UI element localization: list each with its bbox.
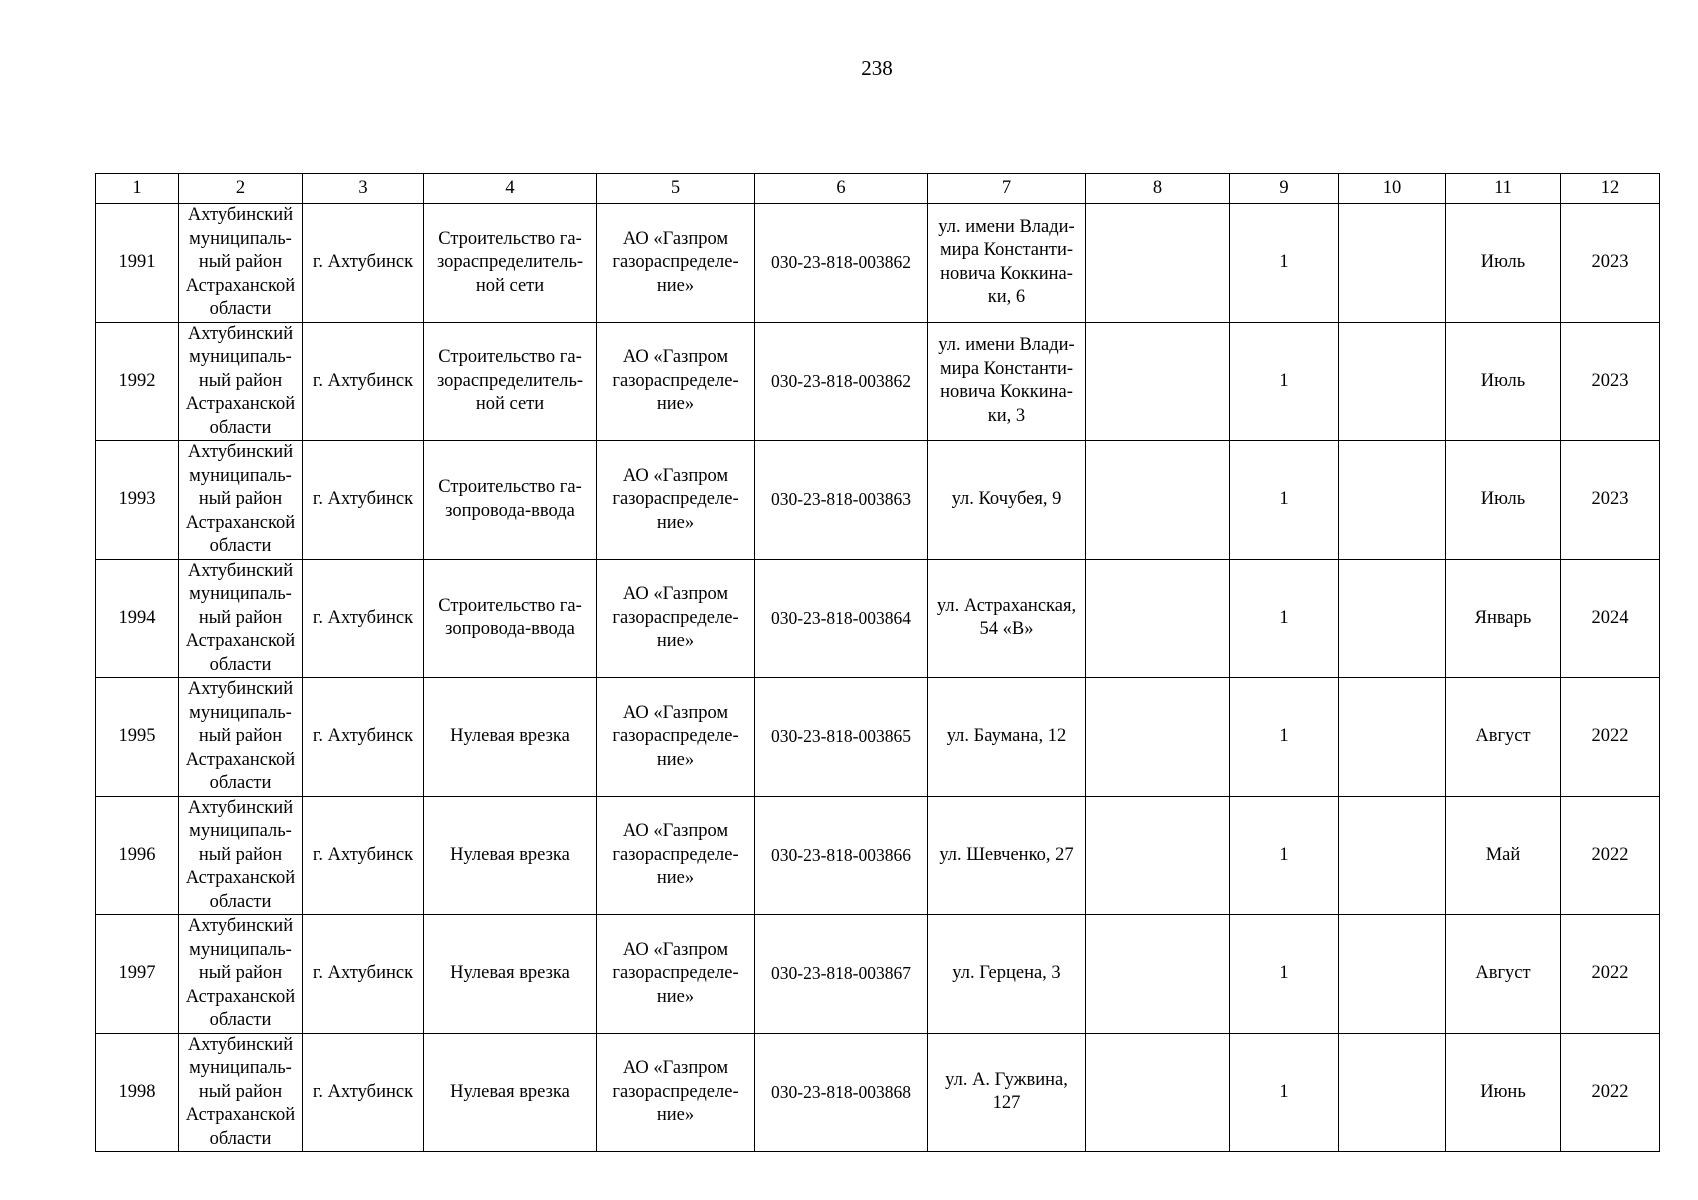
cell-year: 2022	[1561, 1033, 1660, 1152]
cell-city: г. Ахтубинск	[303, 204, 424, 323]
cell-col-10	[1339, 915, 1446, 1034]
column-header-6: 6	[755, 174, 928, 204]
cell-col-10	[1339, 441, 1446, 560]
cell-col-10	[1339, 204, 1446, 323]
cell-registry-code: 030-23-818-003862	[755, 322, 928, 441]
cell-col-10	[1339, 1033, 1446, 1152]
cell-col-8	[1086, 678, 1230, 797]
column-header-10: 10	[1339, 174, 1446, 204]
cell-registry-code: 030-23-818-003865	[755, 678, 928, 797]
cell-city: г. Ахтубинск	[303, 441, 424, 560]
table-header	[96, 174, 1660, 204]
column-header-4: 4	[424, 174, 597, 204]
cell-count: 1	[1230, 204, 1339, 323]
data-table	[95, 173, 1660, 1152]
page-number: 238	[861, 56, 893, 80]
cell-col-8	[1086, 204, 1230, 323]
cell-registry-code: 030-23-818-003862	[755, 204, 928, 323]
cell-year: 2023	[1561, 441, 1660, 560]
cell-number: 1991	[96, 204, 179, 323]
cell-number: 1994	[96, 559, 179, 678]
cell-registry-code: 030-23-818-003868	[755, 1033, 928, 1152]
column-header-11: 11	[1446, 174, 1561, 204]
cell-address: ул. А. Гужвина, 127	[928, 1033, 1086, 1152]
cell-month: Июль	[1446, 322, 1561, 441]
table-row	[96, 204, 1660, 323]
cell-col-8	[1086, 559, 1230, 678]
cell-month: Май	[1446, 796, 1561, 915]
table-row	[96, 441, 1660, 560]
cell-year: 2023	[1561, 322, 1660, 441]
cell-district: Ахтубинский муниципаль- ный район Астраханской области	[179, 796, 303, 915]
cell-district: Ахтубинский муниципаль- ный район Астраханской области	[179, 322, 303, 441]
cell-district: Ахтубинский муниципаль- ный район Астраханской области	[179, 204, 303, 323]
column-header-12: 12	[1561, 174, 1660, 204]
cell-col-8	[1086, 915, 1230, 1034]
cell-registry-code: 030-23-818-003863	[755, 441, 928, 560]
cell-work-type: Нулевая врезка	[424, 1033, 597, 1152]
cell-organization: АО «Газпром газораспределе- ние»	[597, 796, 755, 915]
cell-organization: АО «Газпром газораспределе- ние»	[597, 559, 755, 678]
cell-year: 2022	[1561, 796, 1660, 915]
cell-registry-code: 030-23-818-003867	[755, 915, 928, 1034]
cell-month: Июль	[1446, 204, 1561, 323]
cell-organization: АО «Газпром газораспределе- ние»	[597, 441, 755, 560]
cell-number: 1992	[96, 322, 179, 441]
cell-year: 2023	[1561, 204, 1660, 323]
cell-count: 1	[1230, 322, 1339, 441]
cell-count: 1	[1230, 559, 1339, 678]
table-row	[96, 915, 1660, 1034]
cell-organization: АО «Газпром газораспределе- ние»	[597, 1033, 755, 1152]
cell-district: Ахтубинский муниципаль- ный район Астраханской области	[179, 678, 303, 797]
cell-city: г. Ахтубинск	[303, 796, 424, 915]
cell-address: ул. имени Влади- мира Константи- новича Коккина- ки, 6	[928, 204, 1086, 323]
cell-number: 1996	[96, 796, 179, 915]
column-header-1: 1	[96, 174, 179, 204]
cell-work-type: Нулевая врезка	[424, 915, 597, 1034]
cell-col-8	[1086, 1033, 1230, 1152]
cell-registry-code: 030-23-818-003866	[755, 796, 928, 915]
cell-city: г. Ахтубинск	[303, 322, 424, 441]
cell-month: Август	[1446, 678, 1561, 797]
cell-count: 1	[1230, 796, 1339, 915]
cell-address: ул. Шевченко, 27	[928, 796, 1086, 915]
column-header-2: 2	[179, 174, 303, 204]
cell-col-10	[1339, 678, 1446, 797]
header-row	[96, 174, 1660, 204]
cell-work-type: Строительство га- зораспределитель- ной сети	[424, 322, 597, 441]
cell-col-10	[1339, 322, 1446, 441]
cell-col-10	[1339, 559, 1446, 678]
cell-work-type: Нулевая врезка	[424, 678, 597, 797]
table-body	[96, 204, 1660, 1152]
cell-count: 1	[1230, 441, 1339, 560]
cell-registry-code: 030-23-818-003864	[755, 559, 928, 678]
cell-city: г. Ахтубинск	[303, 559, 424, 678]
cell-year: 2022	[1561, 915, 1660, 1034]
cell-col-10	[1339, 796, 1446, 915]
cell-organization: АО «Газпром газораспределе- ние»	[597, 322, 755, 441]
cell-organization: АО «Газпром газораспределе- ние»	[597, 915, 755, 1034]
cell-city: г. Ахтубинск	[303, 678, 424, 797]
cell-city: г. Ахтубинск	[303, 915, 424, 1034]
cell-month: Август	[1446, 915, 1561, 1034]
cell-organization: АО «Газпром газораспределе- ние»	[597, 204, 755, 323]
cell-work-type: Нулевая врезка	[424, 796, 597, 915]
cell-work-type: Строительство га- зораспределитель- ной сети	[424, 204, 597, 323]
table-row	[96, 796, 1660, 915]
cell-year: 2024	[1561, 559, 1660, 678]
cell-city: г. Ахтубинск	[303, 1033, 424, 1152]
cell-work-type: Строительство га- зопровода-ввода	[424, 441, 597, 560]
cell-number: 1995	[96, 678, 179, 797]
cell-number: 1998	[96, 1033, 179, 1152]
cell-year: 2022	[1561, 678, 1660, 797]
cell-address: ул. Баумана, 12	[928, 678, 1086, 797]
table-row	[96, 678, 1660, 797]
column-header-5: 5	[597, 174, 755, 204]
cell-month: Июль	[1446, 441, 1561, 560]
cell-work-type: Строительство га- зопровода-ввода	[424, 559, 597, 678]
cell-district: Ахтубинский муниципаль- ный район Астраханской области	[179, 915, 303, 1034]
cell-address: ул. Астраханская, 54 «В»	[928, 559, 1086, 678]
cell-number: 1997	[96, 915, 179, 1034]
cell-col-8	[1086, 796, 1230, 915]
table-row	[96, 1033, 1660, 1152]
cell-address: ул. имени Влади- мира Константи- новича Коккина- ки, 3	[928, 322, 1086, 441]
cell-organization: АО «Газпром газораспределе- ние»	[597, 678, 755, 797]
cell-district: Ахтубинский муниципаль- ный район Астраханской области	[179, 1033, 303, 1152]
cell-address: ул. Герцена, 3	[928, 915, 1086, 1034]
cell-count: 1	[1230, 678, 1339, 797]
cell-month: Январь	[1446, 559, 1561, 678]
table-row	[96, 559, 1660, 678]
column-header-8: 8	[1086, 174, 1230, 204]
column-header-9: 9	[1230, 174, 1339, 204]
cell-number: 1993	[96, 441, 179, 560]
cell-address: ул. Кочубея, 9	[928, 441, 1086, 560]
cell-month: Июнь	[1446, 1033, 1561, 1152]
cell-district: Ахтубинский муниципаль- ный район Астраханской области	[179, 441, 303, 560]
cell-count: 1	[1230, 1033, 1339, 1152]
cell-col-8	[1086, 322, 1230, 441]
cell-district: Ахтубинский муниципаль- ный район Астраханской области	[179, 559, 303, 678]
table-row	[96, 322, 1660, 441]
cell-col-8	[1086, 441, 1230, 560]
column-header-7: 7	[928, 174, 1086, 204]
cell-count: 1	[1230, 915, 1339, 1034]
column-header-3: 3	[303, 174, 424, 204]
